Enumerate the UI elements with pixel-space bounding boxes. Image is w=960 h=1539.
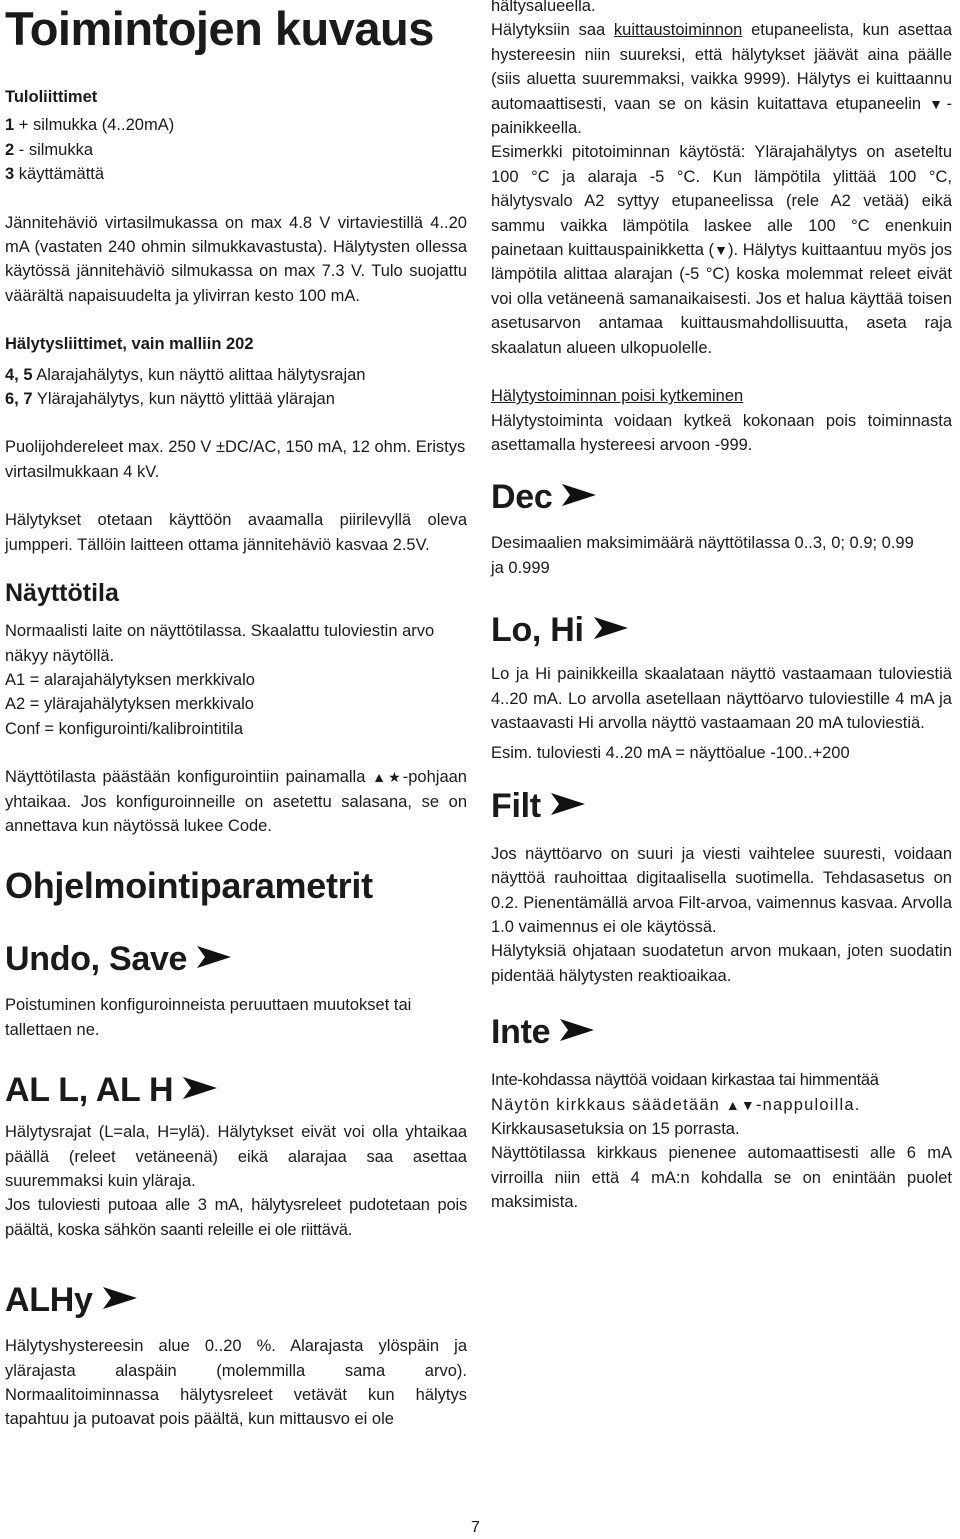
triangle-up-icon: ▲: [372, 769, 389, 786]
ack-text-pre: Hälytyksiin saa: [491, 21, 614, 40]
input-text: käyttämättä: [14, 165, 105, 184]
alarm-limits-label: AL L, AL H: [5, 1071, 174, 1110]
alarm-line-1: [5, 363, 467, 387]
example-paragraph: [491, 140, 952, 360]
config-text-pre: Näyttötilasta päästään konfigurointiin painamalla: [5, 768, 373, 787]
inputs-line-2: [5, 138, 467, 162]
jumper-paragraph: Hälytykset otetaan käyttöön avaamalla piirilevyllä oleva jumpperi. Tällöin laitteen ottama jännitehäviö kasvaa 2.5V.: [5, 511, 467, 554]
page-number: 7: [471, 1519, 480, 1536]
alhy-label: ALHy: [5, 1281, 93, 1320]
lo-hi-paragraph: Lo ja Hi painikkeilla skaalataan näyttö vastaamaan tuloviestiä 4..20 mA. Lo arvolla asetellaan näyttöarvo tuloviestille 4 mA ja vastaavasti Hi arvolla näyttö vastaamaan 20 mA tuloviestiä.: [491, 665, 952, 732]
ack-text-mid: etupaneelista, kun asettaa hystereesin niin suureksi, että hälytykset jäävät aina päälle (siis aluetta suuremmaksi, vaikka 9999). Hälytys ei kuittaannu automaattisesti, vaan se on käsin kuitattava etupaneelin: [491, 21, 953, 113]
inputs-line-3: [5, 162, 467, 186]
star-icon: ★: [388, 769, 403, 786]
continued-line: hältysalueella.: [491, 0, 596, 15]
lo-hi-example: Esim. tuloviesti 4..20 mA = näyttöalue -100..+200: [491, 744, 850, 763]
alarm-text: Ylärajahälytys, kun näyttö ylittää ylärajan: [32, 390, 335, 409]
alarm-num: 6, 7: [5, 390, 33, 409]
display-mode-heading: Näyttötila: [5, 579, 119, 608]
ack-text-post: -painikkeella.: [491, 94, 952, 138]
triangle-down-icon: ▼: [929, 95, 947, 112]
undo-paragraph: Poistuminen konfiguroinneista peruuttaen muutokset tai tallettaen ne.: [5, 996, 412, 1039]
example-text-b: ). Hälytys kuittaantuu myös jos lämpötila alittaa alarajan (-5 °C) koska molemmat releet eivät voi olla vetäneenä samanaikaisesti. Jos et halua käyttää toisen asetusarvon antamaa kuittausmahdollisuutta, aseta raja skaalatun alueen ulkopuolelle.: [491, 241, 953, 357]
inte-text-post: -nappuloilla.: [755, 1095, 861, 1114]
relay-paragraph: Puolijohdereleet max. 250 V ±DC/AC, 150 mA, 12 ohm. Eristys virtasilmukkaan 4 kV.: [5, 438, 466, 481]
disable-alarm-paragraph: Hälytystoiminta voidaan kytkeä kokonaan pois toiminnasta asettamalla hystereesi arvoon -999.: [491, 411, 952, 454]
page-title: Toimintojen kuvaus: [5, 2, 434, 55]
undo-save-heading: [5, 931, 467, 987]
input-text: + silmukka (4..20mA): [14, 116, 175, 135]
config-text-post: -pohjaan yhtaikaa. Jos konfiguroinneille on asetettu salasana, se on annettava kun näytössä lukee Code.: [5, 768, 467, 835]
dec-paragraph: Desimaalien maksimimäärä näyttötilassa 0..3, 0; 0.9; 0.99 ja 0.999: [491, 534, 914, 577]
alarm-connectors-heading: Hälytysliittimet, vain malliin 202: [5, 335, 254, 354]
ack-underlined-term: kuittaustoiminnon: [613, 21, 743, 40]
voltage-drop-paragraph: Jännitehäviö virtasilmukassa on max 4.8 V virtaviestillä 4..20 mA (vastaten 240 ohmin silmukkavastusta). Hälytysten ollessa käytössä jännitehäviö silmukassa on max 7.3 V. Tulo suojattu väärältä napaisuudelta ja ylivirran kesto 100 mA.: [5, 213, 467, 305]
alhy-heading: [5, 1272, 467, 1328]
inte-paragraph-2: [491, 1093, 952, 1117]
dec-label: Dec: [491, 478, 553, 517]
right-column: [491, 0, 952, 1215]
lo-hi-heading: [491, 602, 952, 658]
alarm-limits-paragraph-2: Jos tuloviesti putoaa alle 3 mA, hälytysreleet pudotetaan pois päältä, koska sähkön saanti releille ei ole riittävä.: [5, 1196, 467, 1239]
triangle-up-icon: ▲: [725, 1096, 741, 1113]
inte-paragraph-3: Kirkkausasetuksia on 15 porrasta.: [491, 1120, 740, 1138]
input-num: 2: [5, 140, 15, 159]
undo-save-label: Undo, Save: [5, 940, 188, 979]
inte-heading: [491, 1004, 952, 1060]
triangle-down-icon: ▼: [740, 1096, 756, 1113]
filt-heading: [491, 778, 952, 834]
alarm-limits-paragraph-1: Hälytysrajat (L=ala, H=ylä). Hälytykset eivät voi olla yhtaikaa päällä (releet vetäneenä) eikä alarajaa saa asettaa suuremmaksi kuin yläraja.: [5, 1123, 467, 1190]
alhy-paragraph: Hälytyshystereesin alue 0..20 %. Alarajasta ylöspäin ja ylärajasta alaspäin (molemmilla sama arvo). Normaalitoiminnassa hälytysreleet vetävät kun hälytys tapahtuu ja putoavat pois päältä, kun mittausvo ei ole: [5, 1337, 467, 1429]
display-mode-line: A1 = alarajahälytyksen merkkivalo: [5, 670, 255, 689]
inputs-heading: Tuloliittimet: [5, 88, 98, 106]
disable-alarm-heading: Hälytystoiminnan poisi kytkeminen: [491, 387, 744, 406]
alarm-line-2: [5, 387, 467, 411]
display-mode-line: Normaalisti laite on näyttötilassa. Skaalattu tuloviestin arvo näkyy näytöllä.: [5, 622, 435, 665]
display-mode-line: Conf = konfigurointi/kalibrointitila: [5, 719, 244, 738]
input-num: 1: [5, 116, 15, 135]
inte-paragraph-1: Inte-kohdassa näyttöä voidaan kirkastaa tai himmentää: [491, 1071, 879, 1090]
alarm-num: 4, 5: [5, 365, 33, 384]
inte-label: Inte: [491, 1013, 551, 1052]
triangle-down-icon: ▼: [714, 242, 729, 259]
input-num: 3: [5, 165, 15, 184]
example-text-a: Esimerkki pitotoiminnan käytöstä: Ylärajahälytys on aseteltu 100 °C ja alaraja -5 °C. Kun lämpötila ylittää 100 °C, hälytysvalo A2 syttyy etupaneelissa (rele A2 vetää) eikä sammu vaikka lämpötila laskee alle 100 °C enenkuin painetaan kuittauspainikketta (: [491, 143, 952, 260]
inputs-line-1: [5, 113, 467, 137]
inte-text-pre: Näytön kirkkaus säädetään: [491, 1095, 726, 1114]
alarm-text: Alarajahälytys, kun näyttö alittaa hälytysrajan: [32, 365, 366, 384]
filt-paragraph-1: Jos näyttöarvo on suuri ja viesti vaihtelee suuresti, voidaan näyttöä rauhoittaa digitaalisella suotimella. Tehdasasetus on 0.2. Pienentämällä arvoa Filt-arvoa, vaimennus kasvaa. Arvolla 1.0 vaimennus ei ole käytössä.: [491, 844, 952, 936]
left-column: [5, 0, 467, 1432]
dec-heading: [491, 469, 952, 525]
filt-label: Filt: [491, 786, 541, 825]
programming-heading: Ohjelmointiparametrit: [5, 865, 373, 907]
lo-hi-label: Lo, Hi: [491, 611, 584, 650]
filt-paragraph-2: Hälytyksiä ohjataan suodatetun arvon mukaan, joten suodatin pidentää hälytysten reaktioaikaa.: [491, 942, 952, 985]
input-text: - silmukka: [14, 140, 94, 159]
display-mode-line: A2 = ylärajahälytyksen merkkivalo: [5, 695, 254, 714]
acknowledge-paragraph: [491, 18, 952, 140]
alarm-limits-heading: [5, 1062, 467, 1118]
config-paragraph: [5, 765, 467, 838]
inte-paragraph-4: Näyttötilassa kirkkaus pienenee automaattisesti alle 6 mA virroilla niin että 4 mA:n kohdalla se on enintään puolet maksimista.: [491, 1144, 952, 1212]
